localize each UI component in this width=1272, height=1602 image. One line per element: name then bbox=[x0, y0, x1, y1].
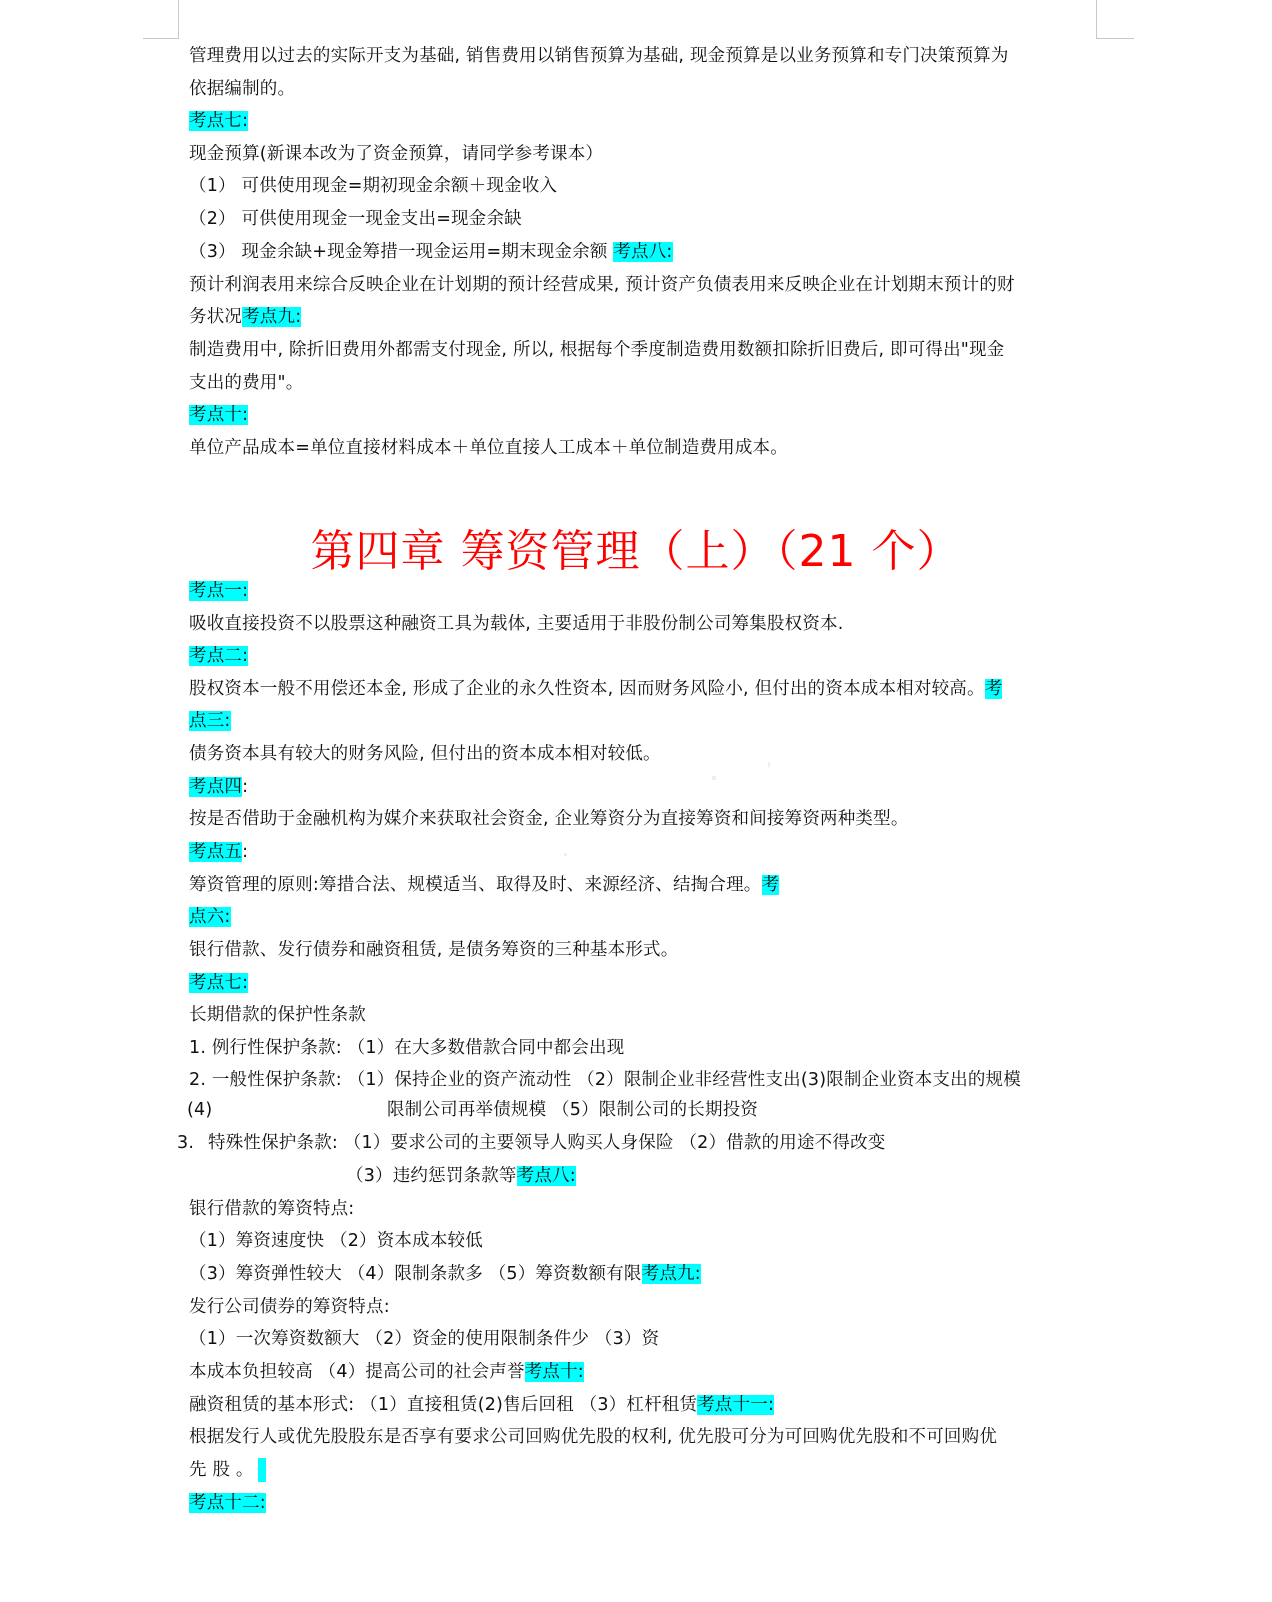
paragraph-text: 务状况 bbox=[189, 307, 243, 327]
keypoint-label-1 bbox=[189, 575, 248, 607]
page-corner-mark-top-left bbox=[143, 0, 179, 39]
colon: : bbox=[242, 777, 249, 797]
highlight-label: 考点十: bbox=[189, 405, 249, 425]
highlight-label: 考点十二: bbox=[189, 1493, 266, 1513]
list-item bbox=[189, 1356, 584, 1388]
keypoint-label-10 bbox=[189, 399, 248, 431]
list-item: （1）一次筹资数额大 （2）资金的使用限制条件少 （3）资 bbox=[189, 1329, 660, 1349]
paragraph-line: 发行公司债券的筹资特点: bbox=[189, 1297, 390, 1317]
highlight-label: 考点七: bbox=[189, 111, 249, 131]
paragraph-text: （3）违约惩罚条款等 bbox=[346, 1166, 517, 1186]
keypoint-label-8: 考点八: bbox=[516, 1166, 576, 1186]
page-corner-mark-top-right bbox=[1096, 0, 1134, 39]
highlight-label: 点六: bbox=[189, 907, 231, 927]
paragraph-line bbox=[189, 1389, 774, 1421]
keypoint-label-9: 考点九: bbox=[242, 307, 302, 327]
keypoint-label-10: 考点十: bbox=[524, 1362, 584, 1382]
paragraph-line bbox=[189, 869, 779, 901]
paragraph-line: 管理费用以过去的实际开支为基础, 销售费用以销售预算为基础, 现金预算是以业务预算和专门决策预算为 bbox=[189, 46, 1009, 66]
keypoint-label-5 bbox=[189, 836, 248, 868]
scan-artifact bbox=[712, 776, 716, 780]
highlight-label: 考点四 bbox=[189, 777, 243, 797]
list-item-continuation bbox=[346, 1160, 576, 1192]
paragraph-line bbox=[189, 301, 301, 333]
paragraph-text: 融资租赁的基本形式: （1）直接租赁(2)售后回租 （3）杠杆租赁 bbox=[189, 1395, 698, 1415]
paragraph-line: 现金预算(新课本改为了资金预算，请同学参考课本） bbox=[189, 144, 604, 164]
paragraph-line: 银行借款、发行债券和融资租赁, 是债务筹资的三种基本形式。 bbox=[189, 940, 679, 960]
highlight-label: 考点二: bbox=[189, 646, 249, 666]
list-item: 特殊性保护条款: （1）要求公司的主要领导人购买人身保险 （2）借款的用途不得改变 bbox=[208, 1133, 886, 1153]
paragraph-line: 制造费用中, 除折旧费用外都需支付现金, 所以, 根据每个季度制造费用数额扣除折旧费后, 即可得出"现金 bbox=[189, 340, 1005, 360]
keypoint-label-11: 考点十一: bbox=[697, 1395, 775, 1415]
chapter-title: 第四章 筹资管理（上）（21 个） bbox=[310, 526, 962, 577]
list-item-continuation: 限制公司再举债规模 （5）限制公司的长期投资 bbox=[387, 1100, 759, 1120]
paragraph-line: 依据编制的。 bbox=[189, 79, 296, 99]
colon: : bbox=[242, 842, 249, 862]
keypoint-label-3 bbox=[189, 705, 231, 737]
formula-line: （2） 可供使用现金一现金支出=现金余缺 bbox=[189, 209, 522, 229]
keypoint-label-2 bbox=[189, 640, 248, 672]
paragraph-line: 预计利润表用来综合反映企业在计划期的预计经营成果, 预计资产负债表用来反映企业在计划期末预计的财 bbox=[189, 275, 1015, 295]
keypoint-label-8: 考点八: bbox=[613, 242, 673, 262]
paragraph-line: 根据发行人或优先股股东是否享有要求公司回购优先股的权利, 优先股可分为可回购优先股和不可回购优 bbox=[189, 1427, 998, 1447]
list-item: （1）筹资速度快 （2）资本成本较低 bbox=[189, 1231, 483, 1251]
paragraph-text: 先 股 。 bbox=[189, 1460, 254, 1480]
paragraph-text: 本成本负担较高 （4）提高公司的社会声誉 bbox=[189, 1362, 525, 1382]
paragraph-text: （3）筹资弹性较大 （4）限制条款多 （5）筹资数额有限 bbox=[189, 1264, 642, 1284]
list-item bbox=[189, 1258, 701, 1290]
keypoint-label-4 bbox=[189, 771, 248, 803]
keypoint-label-12 bbox=[189, 1487, 266, 1519]
keypoint-label-9: 考点九: bbox=[641, 1264, 701, 1284]
paragraph-line: 按是否借助于金融机构为媒介来获取社会资金, 企业筹资分为直接筹资和间接筹资两种类型。 bbox=[189, 809, 909, 829]
paragraph-line bbox=[189, 673, 1002, 705]
highlight-label: 考点一: bbox=[189, 581, 249, 601]
keypoint-label-6-part: 考 bbox=[761, 875, 780, 895]
scan-artifact bbox=[768, 762, 770, 767]
paragraph-line: 吸收直接投资不以股票这种融资工具为载体, 主要适用于非股份制公司筹集股权资本. bbox=[189, 614, 844, 634]
list-item-marker: (4) bbox=[187, 1100, 213, 1120]
paragraph-text: 股权资本一般不用偿还本金, 形成了企业的永久性资本, 因而财务风险小, 但付出的资本成本相对较高。 bbox=[189, 679, 985, 699]
keypoint-label-7 bbox=[189, 967, 248, 999]
highlight-label: 点三: bbox=[189, 711, 231, 731]
paragraph-line: 债务资本具有较大的财务风险, 但付出的资本成本相对较低。 bbox=[189, 744, 661, 764]
keypoint-label-7 bbox=[189, 105, 248, 137]
keypoint-label-3-part: 考 bbox=[984, 679, 1003, 699]
paragraph-line: 长期借款的保护性条款 bbox=[189, 1005, 366, 1025]
highlight-label: 考点七: bbox=[189, 973, 249, 993]
formula-line: （1） 可供使用现金=期初现金余额＋现金收入 bbox=[189, 176, 558, 196]
scan-artifact bbox=[564, 853, 567, 856]
paragraph-line: 银行借款的筹资特点: bbox=[189, 1199, 355, 1219]
highlight-marker bbox=[258, 1458, 266, 1482]
formula-text: （3） 现金余缺+现金筹措一现金运用=期末现金余额 bbox=[189, 242, 614, 262]
list-item: 2. 一般性保护条款: （1）保持企业的资产流动性 （2）限制企业非经营性支出(3)限制企业资本支出的规模 bbox=[189, 1070, 1021, 1090]
paragraph-line: 单位产品成本=单位直接材料成本＋单位直接人工成本＋单位制造费用成本。 bbox=[189, 438, 788, 458]
paragraph-line bbox=[189, 1454, 266, 1486]
list-item: 1. 例行性保护条款: （1）在大多数借款合同中都会出现 bbox=[189, 1038, 625, 1058]
paragraph-line: 支出的费用"。 bbox=[189, 373, 304, 393]
highlight-label: 考点五 bbox=[189, 842, 243, 862]
keypoint-label-6 bbox=[189, 901, 231, 933]
paragraph-text: 筹资管理的原则:筹措合法、规模适当、取得及时、来源经济、结掏合理。 bbox=[189, 875, 762, 895]
list-item-number: 3. bbox=[177, 1133, 195, 1153]
formula-line bbox=[189, 236, 673, 268]
